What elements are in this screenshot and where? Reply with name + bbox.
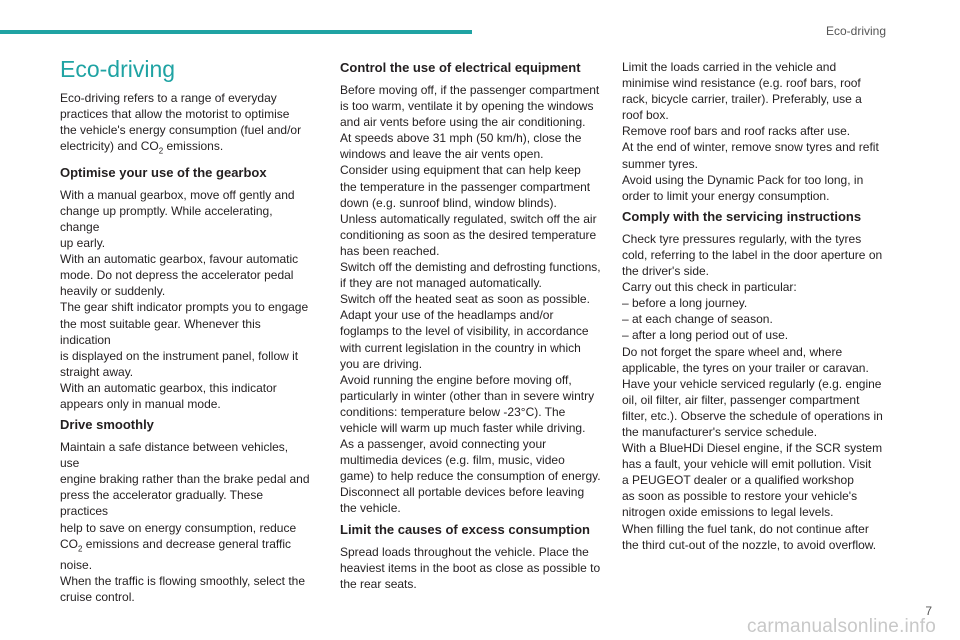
gearbox-paragraph (60, 187, 310, 412)
text-line: When filling the fuel tank, do not continue after (622, 521, 869, 536)
text-line: Unless automatically regulated, switch off the air (340, 211, 597, 226)
text-line: Do not forget the spare wheel and, where (622, 344, 843, 359)
watermark: carmanualsonline.info (746, 616, 936, 637)
text-line: Have your vehicle serviced regularly (e.g. engine (622, 376, 882, 391)
text-line: Carry out this check in particular: (622, 280, 797, 295)
text-line: mode. Do not depress the accelerator pedal (60, 268, 294, 283)
text-line: windows and leave the air vents open. (340, 147, 544, 162)
text-line: Maintain a safe distance between vehicles, use (60, 440, 289, 471)
text-line: the manufacturer's service schedule. (622, 424, 818, 439)
text-line: conditions: temperature below -23°C). The (340, 404, 566, 419)
text-line: change up promptly. While accelerating, change (60, 203, 273, 234)
text-line: a PEUGEOT dealer or a qualified workshop (622, 473, 854, 488)
text-line: At the end of winter, remove snow tyres and refit (622, 140, 879, 155)
text-line: Adapt your use of the headlamps and/or (340, 308, 554, 323)
servicing-heading: Comply with the servicing instructions (622, 208, 862, 224)
text-line: cruise control. (60, 590, 135, 605)
smooth-heading: Drive smoothly (60, 417, 154, 433)
text-line: if they are not managed automatically. (340, 276, 542, 291)
electrical-paragraph (340, 82, 606, 517)
text-line: press the accelerator gradually. These practices (60, 488, 263, 519)
text-line: the most suitable gear. Whenever this indication (60, 316, 261, 347)
text-line: with current legislation in the country in which (340, 340, 581, 355)
text-line: Before moving off, if the passenger compartment (340, 83, 600, 97)
text-line: The gear shift indicator prompts you to engage (60, 300, 309, 315)
text-line: order to limit your energy consumption. (622, 188, 830, 203)
text-line: At speeds above 31 mph (50 km/h), close the (340, 131, 582, 146)
text-line: down (e.g. sunroof blind, window blinds). (340, 195, 557, 210)
text-line: Disconnect all portable devices before leaving (340, 485, 585, 500)
text-line: help to save on energy consumption, reduce (60, 520, 297, 535)
text-line: noise. (60, 558, 93, 573)
text-line: particularly in winter (other than in severe wintry (340, 388, 595, 403)
co2-subscript: 2 (158, 146, 164, 156)
text-line: heaviest items in the boot as close as possible to (340, 560, 601, 575)
text-line: as soon as possible to restore your vehicle's (622, 489, 858, 504)
text-line: Avoid using the Dynamic Pack for too long, in (622, 172, 864, 187)
servicing-paragraph (622, 231, 888, 553)
column-right (622, 59, 888, 556)
co2-subscript: 2 (78, 544, 83, 554)
text-line: With an automatic gearbox, this indicator (60, 380, 277, 395)
electrical-heading: Control the use of electrical equipment (340, 60, 581, 75)
text-line: the driver's side. (622, 264, 709, 279)
co2-line-rest: emissions and decrease general traffic (82, 536, 292, 551)
text-line: Switch off the heated seat as soon as possible. (340, 292, 590, 307)
text-line: – before a long journey. (622, 296, 748, 311)
text-line: – after a long period out of use. (622, 328, 789, 343)
text-line: summer tyres. (622, 156, 699, 171)
loads-paragraph (622, 59, 888, 204)
text-line: appears only in manual mode. (60, 396, 221, 411)
text-line: heavily or suddenly. (60, 284, 166, 299)
column-middle (340, 59, 606, 595)
text-line: the temperature in the passenger compartment (340, 179, 591, 194)
smooth-paragraph (60, 439, 310, 605)
text-line: Limit the loads carried in the vehicle and (622, 60, 837, 74)
intro-line-rest: emissions. (163, 139, 224, 154)
text-line: vehicle will warm up much faster while driving. (340, 420, 586, 435)
intro-paragraph (60, 90, 310, 160)
text-line: conditioning as soon as the desired temperature (340, 227, 597, 242)
text-line: foglamps to the level of visibility, in accordance (340, 324, 589, 339)
text-line: engine braking rather than the brake pedal and (60, 472, 310, 487)
page-number: 7 (925, 604, 932, 618)
text-line: Switch off the demisting and defrosting functions, (340, 260, 601, 275)
excess-heading: Limit the causes of excess consumption (340, 521, 590, 537)
text-line: the rear seats. (340, 576, 417, 591)
text-line: nitrogen oxide emissions to legal levels. (622, 505, 834, 520)
text-line: and air vents before using the air conditioning. (340, 115, 586, 130)
text-line: With an automatic gearbox, favour automatic (60, 252, 299, 267)
intro-line: the vehicle's energy consumption (fuel and/or (60, 123, 302, 138)
text-line: Spread loads throughout the vehicle. Place the (340, 544, 589, 559)
text-line: Check tyre pressures regularly, with the tyres (622, 231, 862, 246)
text-line: filter, etc.). Observe the schedule of operations in (622, 408, 883, 423)
text-line: straight away. (60, 364, 134, 379)
excess-paragraph (340, 544, 606, 592)
text-line: oil, oil filter, air filter, passenger compartment (622, 392, 860, 407)
text-line: Consider using equipment that can help keep (340, 163, 581, 178)
co2-text: CO (60, 536, 78, 551)
text-line: has been reached. (340, 243, 440, 258)
text-line: With a manual gearbox, move off gently and (60, 187, 295, 202)
text-line: multimedia devices (e.g. film, music, video (340, 453, 565, 468)
text-line: minimise wind resistance (e.g. roof bars, roof (622, 76, 861, 91)
intro-line (60, 138, 310, 159)
text-line: has a fault, your vehicle will emit pollution. Visit (622, 457, 872, 472)
text-line: is displayed on the instrument panel, follow it (60, 348, 299, 363)
text-line: roof box. (622, 108, 669, 123)
text-line: the third cut-out of the nozzle, to avoid overflow. (622, 537, 877, 552)
co2-line (60, 536, 310, 557)
co2-text: electricity) and CO (60, 139, 159, 154)
intro-line: Eco-driving refers to a range of everyday (60, 91, 277, 105)
intro-line: practices that allow the motorist to optimise (60, 107, 290, 122)
text-line: is too warm, ventilate it by opening the windows (340, 99, 594, 114)
gearbox-heading: Optimise your use of the gearbox (60, 164, 267, 180)
text-line: Remove roof bars and roof racks after use. (622, 124, 851, 139)
page-title: Eco-driving (60, 56, 176, 82)
column-left (60, 56, 310, 608)
text-line: the vehicle. (340, 501, 401, 516)
text-line: Avoid running the engine before moving off, (340, 372, 572, 387)
text-line: game) to help reduce the consumption of energy. (340, 469, 601, 484)
text-line: As a passenger, avoid connecting your (340, 437, 547, 452)
header-accent-bar (0, 30, 472, 34)
text-line: applicable, the tyres on your trailer or caravan. (622, 360, 869, 375)
text-line: With a BlueHDi Diesel engine, if the SCR system (622, 441, 883, 456)
text-line: you are driving. (340, 356, 423, 371)
text-line: When the traffic is flowing smoothly, select the (60, 574, 305, 589)
text-line: – at each change of season. (622, 312, 773, 327)
section-header-label: Eco-driving (825, 24, 886, 38)
text-line: cold, referring to the label in the door aperture on (622, 247, 883, 262)
text-line: rack, bicycle carrier, trailer). Preferably, use a (622, 92, 862, 107)
text-line: up early. (60, 236, 106, 251)
